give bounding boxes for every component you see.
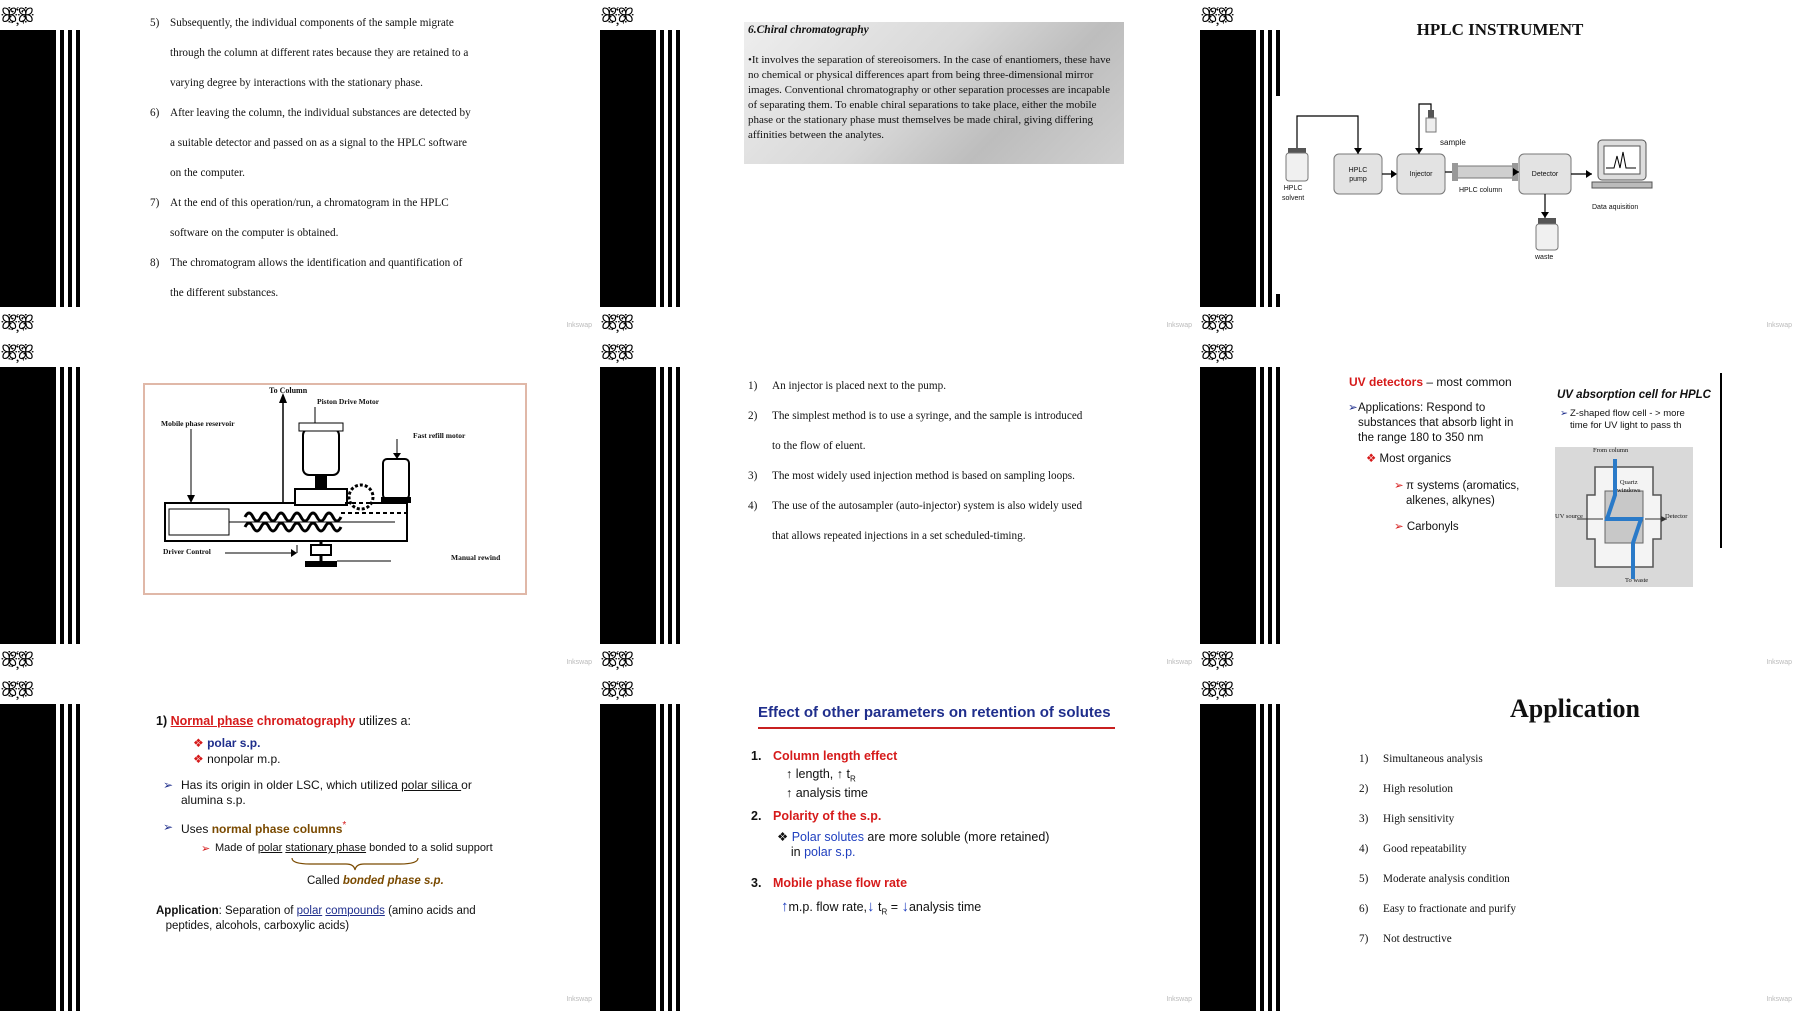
effect-detail: ↑m.p. flow rate,↓ $t_R$ = ↓analysis time xyxy=(781,897,982,916)
side-bar xyxy=(600,674,690,1011)
data-label: Data aquisition xyxy=(1592,204,1639,211)
arrow-bullet-icon: ➢ xyxy=(163,778,174,792)
np-origin: ➢ Has its origin in older LSC, which utilized polar silica or alumina s.p. xyxy=(163,778,472,807)
np-heading: 1) Normal phase chromatography utilizes a: xyxy=(156,714,411,728)
watermark: Inkswap xyxy=(1766,996,1792,1003)
slide-5 xyxy=(600,337,1200,674)
side-bar xyxy=(600,0,690,337)
list-item: 5) Subsequently, the individual components of the sample migrate through the column at different rates because they are retained to a varying degree by interactions with the stationary phase. xyxy=(150,17,469,89)
column-shape xyxy=(1456,166,1514,178)
ornament: ꕥ҉ꕥ xyxy=(600,644,688,674)
uv-heading: UV detectors – most common xyxy=(1349,375,1512,389)
fig-from: From column xyxy=(1593,447,1629,454)
list-item: 2) The simplest method is to use a syringe, and the sample is introduced to the flow of eluent. xyxy=(748,410,1083,452)
slide-1 xyxy=(0,0,600,337)
injector-label: Injector xyxy=(1409,171,1433,178)
solvent-bottle xyxy=(1286,148,1308,181)
numbered-list xyxy=(150,8,520,308)
ornament: ꕥ҉ꕥ xyxy=(1200,644,1288,674)
slide-title: HPLC INSTRUMENT xyxy=(1416,20,1584,39)
fig-detector: Detector xyxy=(1665,513,1688,520)
slide-2 xyxy=(600,0,1200,337)
ornament: ꕥ҉ꕥ xyxy=(600,337,688,367)
side-bar xyxy=(1200,337,1290,674)
effect-detail: ❖ Polar solutes are more soluble (more retained) in polar s.p. xyxy=(777,829,1050,859)
watermark: Inkswap xyxy=(1766,322,1792,329)
np-made: ➢ Made of polar stationary phase bonded to a solid support xyxy=(201,842,493,855)
hplc-diagram xyxy=(1274,96,1724,294)
ornament: ꕥ҉ꕥ xyxy=(0,307,88,337)
title-underline xyxy=(758,727,1115,729)
column-label: HPLC column xyxy=(1459,187,1503,194)
cell-desc: ➢ Z-shaped flow cell - > more time for UV light to pass th xyxy=(1560,408,1685,431)
list-item: 7) At the end of this operation/run, a chromatogram in the HPLC software on the computer is obtained. xyxy=(150,197,449,239)
list-item: 7) Not destructive xyxy=(1359,933,1452,945)
arrow-bullet-icon: ➢ xyxy=(1394,521,1407,533)
slide-title: Application xyxy=(1509,694,1640,723)
uv-sub3: ➢ Carbonyls xyxy=(1394,521,1459,533)
label-piston-motor: Piston Drive Motor xyxy=(317,397,380,406)
watermark: Inkswap xyxy=(566,659,592,666)
list-item: 4) The use of the autosampler (auto-injector) system is also widely used that allows repeated injections in a set scheduled-timing. xyxy=(748,500,1083,542)
divider-line xyxy=(1720,373,1722,548)
chiral-box xyxy=(744,22,1124,164)
solvent-label: HPLC solvent xyxy=(1282,185,1305,202)
arrow-bullet-icon: ➢ xyxy=(201,843,211,855)
effect-detail: ↑ length, ↑ $t_R$ xyxy=(786,767,856,784)
side-bar xyxy=(0,0,90,337)
ornament: ꕥ҉ꕥ xyxy=(0,337,88,367)
diamond-bullet-icon: ❖ xyxy=(193,752,208,766)
list-item: 1. Column length effect xyxy=(751,749,898,763)
watermark: Inkswap xyxy=(1766,659,1792,666)
np-list: ❖ polar s.p. ❖ nonpolar m.p. xyxy=(193,736,281,766)
monitor-icon xyxy=(1592,140,1652,188)
label-to-column: To Column xyxy=(269,386,308,395)
list-item: 4) Good repeatability xyxy=(1359,843,1467,855)
chiral-body: •It involves the separation of stereoisomers. In the case of enantiomers, these have no chemical or physical differences apart from being three-dimensional mirror images. Conventional chromatography or other separation processes are incapable of separating them. To enable chiral separations to take place, either the mobile phase or the stationary phase must themselves be made chiral, giving differing affinities between the analytes. xyxy=(748,54,1111,141)
diamond-bullet-icon: ❖ xyxy=(1366,453,1380,465)
ornament: ꕥ҉ꕥ xyxy=(1200,337,1288,367)
arrow-bullet-icon: ➢ xyxy=(1394,480,1404,492)
side-bar xyxy=(600,337,690,674)
slide-4 xyxy=(0,337,600,674)
ornament: ꕥ҉ꕥ xyxy=(0,674,88,704)
side-bar xyxy=(1200,674,1290,1011)
diamond-bullet-icon: ❖ xyxy=(777,829,792,844)
ornament: ꕥ҉ꕥ xyxy=(0,644,88,674)
fig-waste: To waste xyxy=(1625,577,1649,584)
label-rewind: Manual rewind xyxy=(451,553,501,562)
np-application: Application: Separation of polar compounds (amino acids and peptides, alcohols, carboxylic acids) xyxy=(156,905,476,932)
list-item: 3) High sensitivity xyxy=(1359,813,1455,825)
ornament: ꕥ҉ꕥ xyxy=(0,0,88,30)
sample-label: sample xyxy=(1440,138,1466,147)
list-item: 5) Moderate analysis condition xyxy=(1359,873,1510,885)
slide-6 xyxy=(1200,337,1800,674)
ornament: ꕥ҉ꕥ xyxy=(600,0,688,30)
watermark: Inkswap xyxy=(566,322,592,329)
numbered-list xyxy=(748,371,1128,551)
arrow-bullet-icon: ➢ xyxy=(163,820,174,834)
ornament: ꕥ҉ꕥ xyxy=(1200,0,1288,30)
ornament: ꕥ҉ꕥ xyxy=(1200,307,1288,337)
fig-uv: UV source xyxy=(1555,513,1583,520)
diamond-bullet-icon: ❖ xyxy=(193,736,208,750)
slide-7 xyxy=(0,674,600,1011)
brace-icon xyxy=(290,856,420,872)
chiral-title: 6.Chiral chromatography xyxy=(748,24,869,36)
np-called: Called bonded phase s.p. xyxy=(307,875,444,887)
uv-applications: ➢ Applications: Respond to substances that absorb light in the range 180 to 350 nm xyxy=(1348,402,1514,444)
slide-3 xyxy=(1200,0,1800,337)
arrow-bullet-icon: ➢ xyxy=(1348,402,1358,414)
syringe-pump-figure xyxy=(143,383,527,595)
detector-label: Detector xyxy=(1531,171,1559,178)
label-refill: Fast refill motor xyxy=(413,431,466,440)
list-item: 3) The most widely used injection method is based on sampling loops. xyxy=(748,470,1075,482)
side-bar xyxy=(0,674,90,1011)
label-driver: Driver Control xyxy=(163,547,211,556)
fig-quartz: Quartz windows xyxy=(1617,479,1641,494)
ornament: ꕥ҉ꕥ xyxy=(600,674,688,704)
watermark: Inkswap xyxy=(1166,996,1192,1003)
watermark: Inkswap xyxy=(1166,659,1192,666)
flow-cell-figure xyxy=(1555,447,1693,587)
list-item: 6) After leaving the column, the individual substances are detected by a suitable detector and passed on as a signal to the HPLC software on the computer. xyxy=(150,107,471,179)
arrow-bullet-icon: ➢ xyxy=(1560,408,1568,419)
list-item: 1) An injector is placed next to the pump. xyxy=(748,380,946,392)
list-item: 3. Mobile phase flow rate xyxy=(751,875,908,890)
label-reservoir: Mobile phase reservoir xyxy=(161,419,235,428)
ornament: ꕥ҉ꕥ xyxy=(1200,674,1288,704)
effect-detail: ↑ analysis time xyxy=(786,785,868,800)
effect-title: Effect of other parameters on retention of solutes xyxy=(758,704,1111,721)
slide-8 xyxy=(600,674,1200,1011)
watermark: Inkswap xyxy=(566,996,592,1003)
np-uses: ➢ Uses normal phase columns* xyxy=(163,820,347,836)
list-item: 2) High resolution xyxy=(1359,783,1453,795)
cell-title: UV absorption cell for HPLC xyxy=(1557,389,1711,401)
uv-sub2: ➢ π systems (aromatics, alkenes, alkynes) xyxy=(1394,480,1520,507)
list-item: 8) The chromatogram allows the identification and quantification of the different substances. xyxy=(150,257,463,299)
list-item: 6) Easy to fractionate and purify xyxy=(1359,903,1516,915)
list-item: 1) Simultaneous analysis xyxy=(1359,753,1483,765)
watermark: Inkswap xyxy=(1166,322,1192,329)
effect-list xyxy=(751,749,1131,916)
pump-label: HPLC pump xyxy=(1348,167,1368,183)
waste-label: waste xyxy=(1535,254,1554,261)
list-item: 2. Polarity of the s.p. xyxy=(751,808,882,823)
application-list xyxy=(1359,744,1689,954)
slide-9 xyxy=(1200,674,1800,1011)
side-bar xyxy=(0,337,90,674)
ornament: ꕥ҉ꕥ xyxy=(600,307,688,337)
uv-sub1: ❖ Most organics xyxy=(1366,453,1452,465)
